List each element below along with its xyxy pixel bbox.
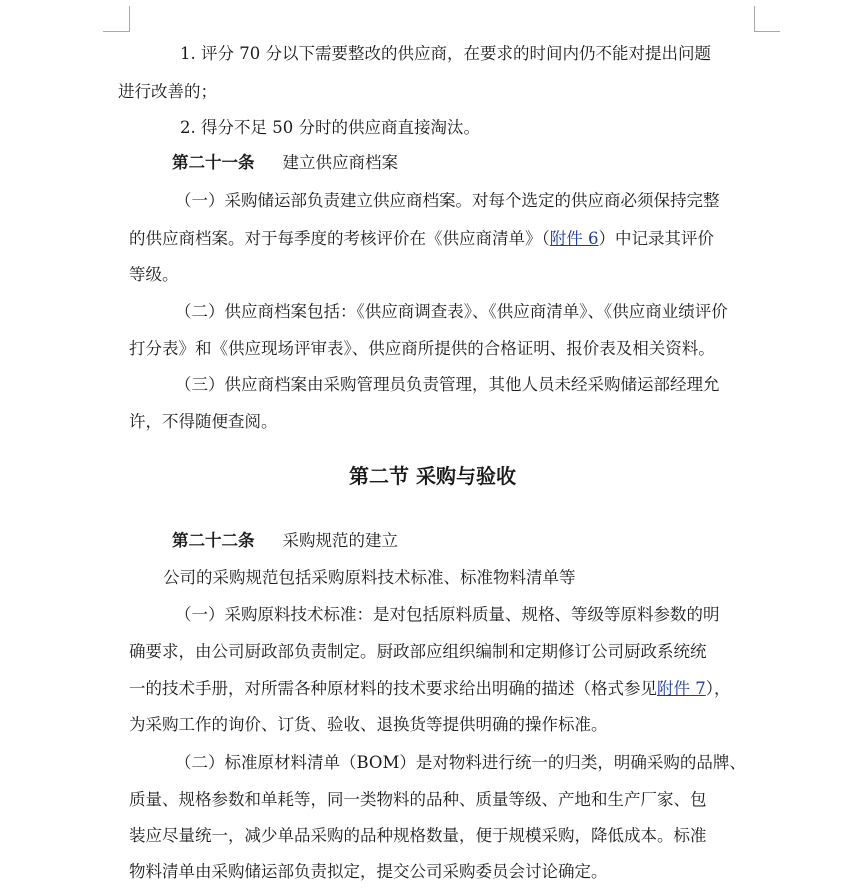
paragraph-21-1-line2: [129, 229, 714, 249]
attachment-6-link[interactable]: 附件 6: [549, 229, 599, 248]
paragraph-21-1-line2-text: 的供应商档案。对于每季度的考核评价在《供应商清单》（: [129, 229, 550, 248]
crop-mark-left-vertical: [129, 6, 130, 32]
article-21-title: 建立供应商档案: [282, 153, 398, 172]
article-22-heading: [172, 531, 398, 551]
paragraph-21-1-line2-tail: ）中记录其评价: [598, 229, 714, 248]
paragraph-21-1-line3: 等级。: [129, 265, 179, 284]
paragraph-item-1-line1: 1. 评分 70 分以下需要整改的供应商，在要求的时间内仍不能对提出问题: [180, 44, 711, 63]
paragraph-item-1-line2: 进行改善的；: [118, 82, 217, 101]
paragraph-21-3-line2: 许，不得随便查阅。: [129, 412, 278, 431]
paragraph-22-2-line3: 装应尽量统一，减少单品采购的品种规格数量，便于规模采购，降低成本。标准: [129, 826, 707, 845]
article-22-title: 采购规范的建立: [282, 531, 398, 550]
section-2-heading: 第二节 采购与验收: [349, 464, 516, 488]
paragraph-22-1-line3-tail: ），: [705, 679, 731, 698]
article-22-number: 第二十二条: [172, 531, 255, 550]
paragraph-21-2-line1: （二）供应商档案包括：《供应商调查表》、《供应商清单》、《供应商业绩评价: [175, 302, 728, 321]
article-21-number: 第二十一条: [172, 153, 255, 172]
crop-mark-right-horizontal: [754, 31, 780, 32]
paragraph-21-2-line2: 打分表》和《供应现场评审表》、供应商所提供的合格证明、报价表及相关资料。: [129, 339, 715, 358]
paragraph-item-2: 2. 得分不足 50 分时的供应商直接淘汰。: [180, 118, 480, 137]
paragraph-21-3-line1: （三）供应商档案由采购管理员负责管理，其他人员未经采购储运部经理允: [175, 375, 720, 394]
article-21-heading: [172, 153, 398, 173]
attachment-7-link[interactable]: 附件 7: [657, 679, 706, 698]
paragraph-22-1-line3-text: 一的技术手册，对所需各种原材料的技术要求给出明确的描述（格式参见: [129, 679, 657, 698]
paragraph-22-2-line1: （二）标准原材料清单（BOM）是对物料进行统一的归类，明确采购的品牌、: [175, 753, 746, 772]
crop-mark-right-vertical: [754, 6, 755, 32]
crop-mark-left-horizontal: [103, 31, 130, 32]
paragraph-22-2-line2: 质量、规格参数和单耗等，同一类物料的品种、质量等级、产地和生产厂家、包: [129, 790, 707, 809]
paragraph-22-intro: 公司的采购规范包括采购原料技术标准、标准物料清单等: [163, 568, 576, 587]
paragraph-22-1-line4: 为采购工作的询价、订货、验收、退换货等提供明确的操作标准。: [129, 715, 608, 734]
paragraph-22-1-line3: [129, 679, 731, 699]
paragraph-22-1-line1: （一）采购原料技术标准：是对包括原料质量、规格、等级等原料参数的明: [175, 605, 720, 624]
paragraph-22-2-line4: 物料清单由采购储运部负责拟定，提交公司采购委员会讨论确定。: [129, 862, 608, 881]
paragraph-22-1-line2: 确要求，由公司厨政部负责制定。厨政部应组织编制和定期修订公司厨政系统统: [129, 642, 707, 661]
paragraph-21-1-line1: （一）采购储运部负责建立供应商档案。对每个选定的供应商必须保持完整: [175, 191, 720, 210]
